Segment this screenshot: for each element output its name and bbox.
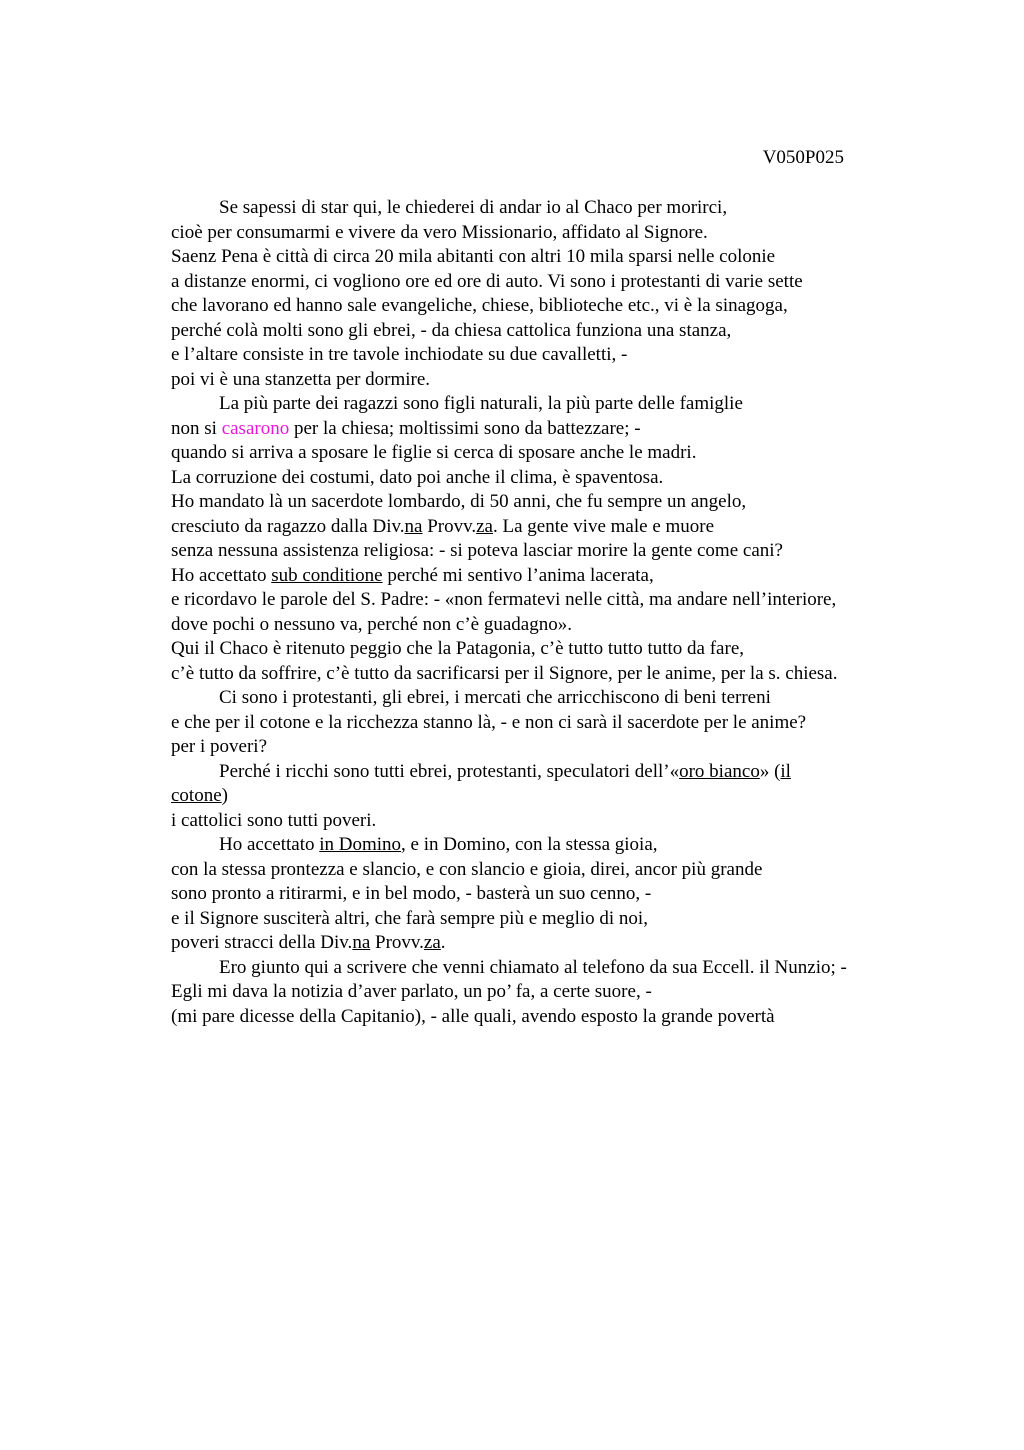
underlined-abbrev: za [476, 515, 493, 537]
text-line: e che per il cotone e la ricchezza stanno là, - e non ci sarà il sacerdote per le anime? [171, 711, 807, 733]
underlined-phrase: sub conditione [271, 564, 383, 586]
text-line: che lavorano ed hanno sale evangeliche, chiese, biblioteche etc., vi è la sinagoga, [171, 295, 788, 316]
letter-body [171, 196, 931, 1029]
text-line: Perché i ricchi sono tutti ebrei, protestanti, speculatori dell’«oro bianco» (il [219, 760, 791, 782]
text-line: Saenz Pena è città di circa 20 mila abitanti con altri 10 mila sparsi nelle colonie [171, 246, 776, 267]
text-line: con la stessa prontezza e slancio, e con slancio e gioia, direi, ancor più grande [171, 858, 763, 880]
text-line: Se sapessi di star qui, le chiederei di andar io al Chaco per morirci, [219, 197, 728, 218]
text-line: sono pronto a ritirarmi, e in bel modo, - basterà un suo cenno, - [171, 883, 652, 904]
underlined-abbrev: za [423, 932, 441, 953]
page-code: V050P025 [762, 147, 844, 168]
text-line: cioè per consumarmi e vivere da vero Missionario, affidato al Signore. [171, 221, 708, 243]
text-line: Egli mi dava la notizia d’aver parlato, un po’ fa, a certe suore, - [171, 981, 652, 1002]
text-line: Ci sono i protestanti, gli ebrei, i mercati che arricchiscono di beni terreni [219, 687, 771, 708]
underlined-phrase: il [780, 760, 791, 782]
text-line: Ero giunto qui a scrivere che venni chiamato al telefono da sua Eccell. il Nunzio; - [219, 956, 847, 978]
text-line: (mi pare dicesse della Capitanio), - alle quali, avendo esposto la grande povertà [171, 1005, 775, 1027]
underlined-phrase: oro bianco [679, 760, 760, 782]
text-line: e l’altare consiste in tre tavole inchiodate su due cavalletti, - [171, 344, 628, 365]
text-line: poi vi è una stanzetta per dormire. [171, 368, 431, 390]
text-line: a distanze enormi, ci vogliono ore ed ore di auto. Vi sono i protestanti di varie sette [171, 270, 803, 292]
text-line: Ho accettato sub conditione perché mi sentivo l’anima lacerata, [171, 564, 654, 586]
text-line: senza nessuna assistenza religiosa: - si poteva lasciar morire la gente come cani? [171, 540, 783, 561]
underlined-phrase: in Domino [319, 834, 402, 855]
text-line: quando si arriva a sposare le figlie si cerca di sposare anche le madri. [171, 442, 697, 463]
text-line: per i poveri? [171, 736, 268, 757]
highlighted-word: casarono [221, 417, 290, 439]
underlined-abbrev: na [352, 932, 371, 953]
text-line: Ho mandato là un sacerdote lombardo, di 50 anni, che fu sempre un angelo, [171, 491, 747, 512]
text-line: La più parte dei ragazzi sono figli naturali, la più parte delle famiglie [219, 393, 743, 414]
text-line: cotone) [171, 785, 228, 806]
text-line: La corruzione dei costumi, dato poi anche il clima, è spaventosa. [171, 466, 664, 488]
text-line: i cattolici sono tutti poveri. [171, 809, 377, 831]
text-line: poveri stracci della Div.na Provv.za. [171, 932, 446, 953]
text-line: Qui il Chaco è ritenuto peggio che la Patagonia, c’è tutto tutto tutto da fare, [171, 638, 744, 659]
text-line: perché colà molti sono gli ebrei, - da chiesa cattolica funziona una stanza, [171, 319, 732, 341]
text-line: non si casarono per la chiesa; moltissimi sono da battezzare; - [171, 417, 641, 439]
underlined-phrase: cotone [171, 785, 222, 806]
text-line: e ricordavo le parole del S. Padre: - «non fermatevi nelle città, ma andare nell’interiore, [171, 589, 837, 610]
text-line: e il Signore susciterà altri, che farà sempre più e meglio di noi, [171, 907, 648, 929]
text-line: c’è tutto da soffrire, c’è tutto da sacrificarsi per il Signore, per le anime, per la s. chiesa. [171, 662, 838, 684]
underlined-abbrev: na [404, 515, 423, 537]
text-line: dove pochi o nessuno va, perché non c’è guadagno». [171, 613, 572, 635]
text-line: Ho accettato in Domino, e in Domino, con la stessa gioia, [219, 834, 658, 855]
text-line: cresciuto da ragazzo dalla Div.na Provv.za. La gente vive male e muore [171, 515, 715, 537]
